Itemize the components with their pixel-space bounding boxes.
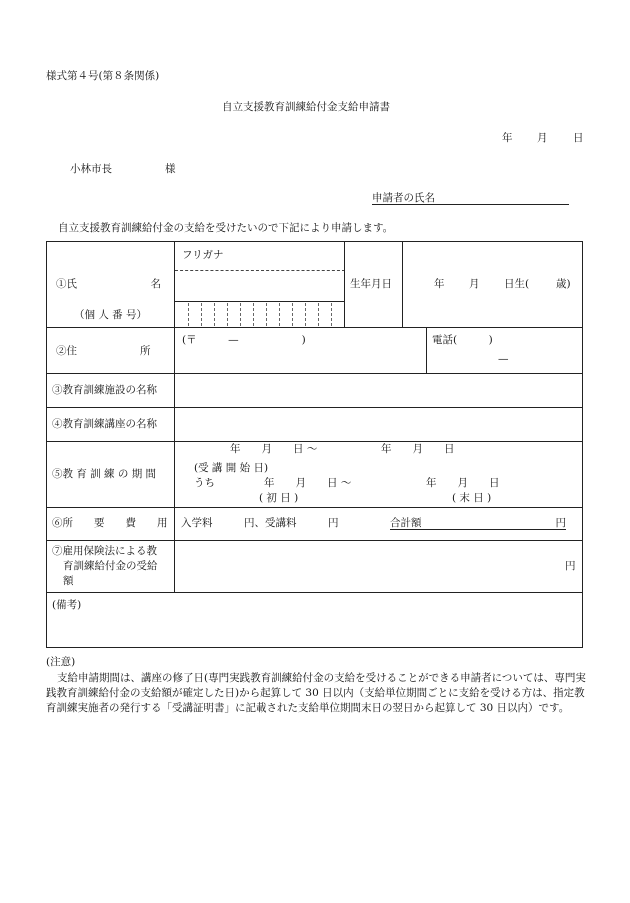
form-title: 自立支援教育訓練給付金支給申請書 [222,101,390,113]
postal-code[interactable]: (〒 — ) [182,334,306,346]
facility-field[interactable] [176,376,581,405]
insurance-label-2: 育訓練給付金の受給 [63,560,158,572]
period-start-date: 年 月 日 〜 [230,443,318,455]
phone-dash: — [498,353,509,365]
notes-heading: (注意) [46,656,76,668]
cost-label: ⑥所 要 費 用 [52,517,168,529]
total-label: 合計額 [390,517,422,529]
phone-label: 電話( ) [432,334,493,346]
birth-month: 月 [469,278,480,290]
attendance-start-date: 年 月 日 〜 [264,477,352,489]
date-month: 月 [537,132,548,144]
uchi-label: うち [194,477,215,489]
addressee-suffix: 様 [165,163,176,175]
course-field[interactable] [176,410,581,439]
applicant-name-field[interactable] [372,192,569,205]
name-field[interactable] [176,272,343,300]
period-end-date: 年 月 日 [381,443,455,455]
form-number: 様式第４号(第８条関係) [46,70,160,82]
individual-number-field[interactable] [176,303,343,326]
individual-number-label: （個 人 番 号） [74,309,148,321]
furigana-label: フリガナ [182,249,224,261]
remarks-field[interactable] [48,612,580,645]
insurance-yen: 円 [565,560,576,572]
intro-text: 自立支援教育訓練給付金の支給を受けたいので下記により申請します。 [58,222,394,234]
name-label: ①氏 名 [56,278,161,290]
age: 歳) [556,278,571,290]
total-amount-field[interactable] [390,517,566,530]
insurance-label-3: 額 [63,575,74,587]
period-label: ⑤教 育 訓 練 の 期 間 [52,468,157,480]
course-start-label: (受 講 開 始 日) [194,462,269,474]
course-label: ④教育訓練講座の名称 [52,418,157,430]
insurance-amount-field[interactable] [176,543,561,590]
addressee: 小林市長 [70,163,112,175]
entrance-and-tuition: 入学料 円、受講料 円 [181,517,339,529]
birthdate-label: 生年月日 [350,278,392,290]
remarks-label: (備考) [52,599,82,611]
date-year: 年 [502,132,513,144]
notes-body: 支給申請期間は、講座の修了日(専門実践教育訓練給付金の支給を受けることができる申請者については、専門実践教育訓練給付金の支給額が確定した日)から起算して 30 日以内（支給単位期間ごとに支給を受ける方は、指定教育訓練実施者の発行する「受講証明書」に記載された支給単位期間末日の翌日から起算して 30 日以内）です。 [46,672,586,714]
address-label: ②住 所 [56,345,151,357]
applicant-label: 申請者の氏名 [372,192,435,204]
insurance-label-1: ⑦雇用保険法による教 [52,545,157,557]
birth-year: 年 [434,278,445,290]
total-yen: 円 [555,517,566,529]
date-day: 日 [573,132,584,144]
first-day-label: ( 初 日 ) [259,492,299,504]
facility-label: ③教育訓練施設の名称 [52,384,157,396]
attendance-end-date: 年 月 日 [426,477,500,489]
birth-day: 日生( [504,278,530,290]
last-day-label: ( 末 日 ) [452,492,492,504]
